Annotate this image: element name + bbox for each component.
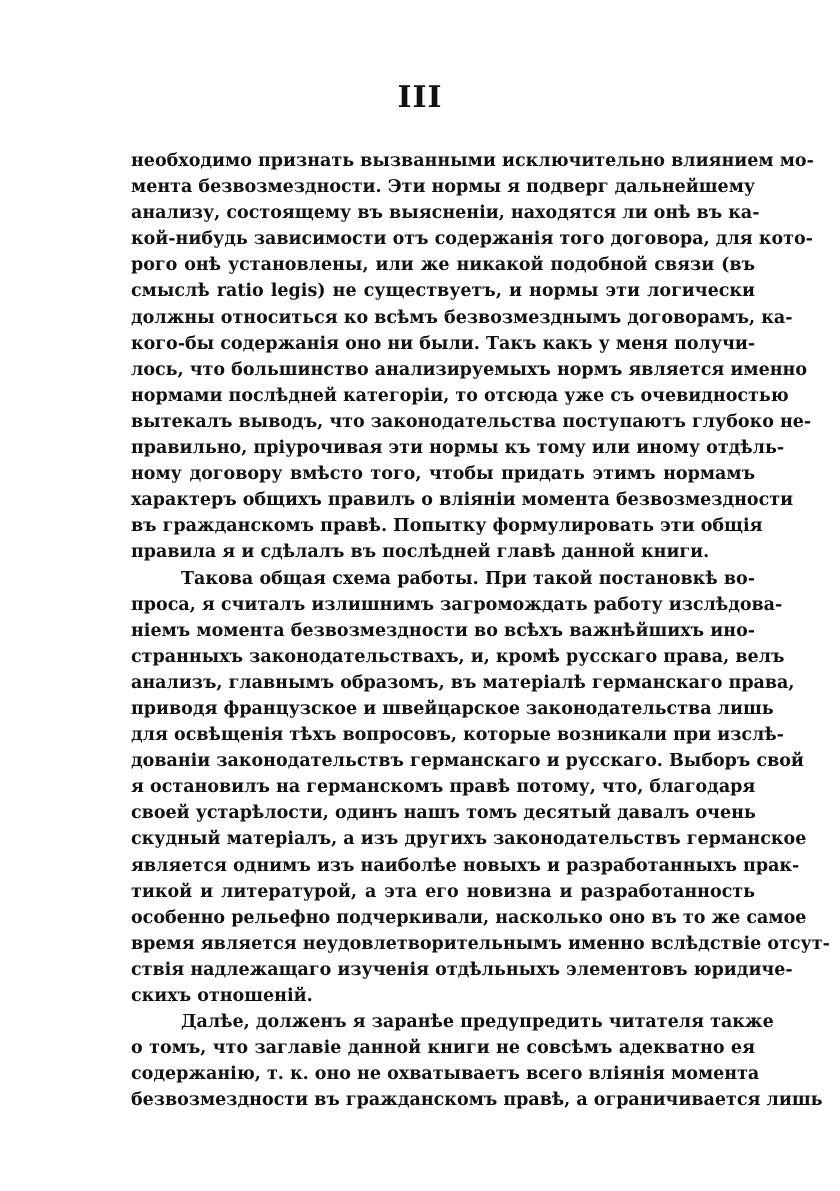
text-line: время является неудовлетворительнымъ именно вслѣдствiе отсут- (131, 933, 830, 954)
text-line: вытекалъ выводъ, что законодательства поступаютъ глубоко не- (131, 411, 812, 432)
page-number: III (397, 80, 443, 115)
text-line: проса, я считалъ излишнимъ загромождать работу изслѣдова- (131, 594, 783, 615)
text-line: Далѣе, долженъ я заранѣе предупредить читателя также (181, 1012, 774, 1033)
text-line: въ гражданскомъ правѣ. Попытку формулировать эти общiя (131, 516, 763, 537)
text-line: лось, что большинство анализируемыхъ нормъ является именно (131, 359, 807, 380)
text-line: характеръ общихъ правилъ о влiянiи момента безвозмездности (131, 490, 794, 511)
text-line: скихъ отношенiй. (131, 986, 313, 1006)
text-line: ному договору вмѣсто того, чтобы придать этимъ нормамъ (131, 464, 755, 485)
text-line: Такова общая схема работы. При такой постановкѣ во- (181, 568, 755, 589)
text-line: скудный матерiалъ, а изъ другихъ законодательствъ германское (131, 829, 807, 850)
text-line: смыслѣ ratio legis) не существуетъ, и нормы эти логически (131, 281, 755, 302)
text-line: должны относиться ко всѣмъ безвозмезднымъ договорамъ, ка- (131, 307, 793, 328)
text-line: анализъ, главнымъ образомъ, въ матерiалѣ германскаго права, (131, 672, 795, 693)
text-line: о томъ, что заглавiе данной книги не совсѣмъ адекватно ея (131, 1038, 755, 1059)
text-line: своей устарѣлости, одинъ нашъ томъ десятый давалъ очень (131, 803, 756, 824)
text-line: кой-нибудь зависимости отъ содержанiя того договора, для кото- (131, 229, 813, 250)
text-line: нiемъ момента безвозмездности во всѣхъ важнѣйшихъ ино- (131, 620, 755, 641)
text-line: анализу, состоящему въ выясненiи, находятся ли онѣ въ ка- (131, 203, 760, 224)
text-line: ствiя надлежащаго изученiя отдѣльныхъ элементовъ юридиче- (131, 959, 793, 980)
text-line: необходимо признать вызванными исключительно влиянием мо- (131, 151, 814, 171)
text-line: нормами послѣдней категорiи, то отсюда уже съ очевидностью (131, 385, 789, 406)
text-line: я остановилъ на германскомъ правѣ потому, что, благодаря (131, 777, 756, 798)
text-line: приводя французское и швейцарское законодательства лишь (131, 698, 774, 719)
body-text (131, 148, 830, 1113)
text-line: рого онѣ установлены, или же никакой подобной связи (въ (131, 255, 755, 276)
text-line: является однимъ изъ наиболѣе новыхъ и разработанныхъ прак- (131, 855, 800, 876)
text-line: правила я и сдѣлалъ въ послѣдней главѣ данной книги. (131, 542, 710, 563)
text-line: мента безвозмездности. Эти нормы я подверг дальнейшему (131, 177, 756, 198)
text-line: содержанiю, т. к. оно не охватываетъ всего влiянiя момента (131, 1064, 760, 1085)
text-line: кого-бы содержанiя оно ни были. Такъ какъ у меня получи- (131, 333, 756, 354)
text-line: странныхъ законодательствахъ, и, кромѣ русскаго права, велъ (131, 646, 785, 667)
text-line: дованiи законодательствъ германскаго и русскаго. Выборъ свой (131, 751, 804, 772)
text-line: безвозмездности въ гражданскомъ правѣ, а ограничивается лишь (131, 1090, 823, 1111)
text-line: особенно рельефно подчеркивали, насколько оно въ то же самое (131, 907, 807, 928)
text-line: правильно, прiурочивая эти нормы къ тому или иному отдѣль- (131, 438, 785, 459)
text-line: тикой и литературой, а эта его новизна и разработанность (131, 881, 755, 902)
text-line: для освѣщенiя тѣхъ вопросовъ, которые возникали при изслѣ- (131, 725, 784, 746)
